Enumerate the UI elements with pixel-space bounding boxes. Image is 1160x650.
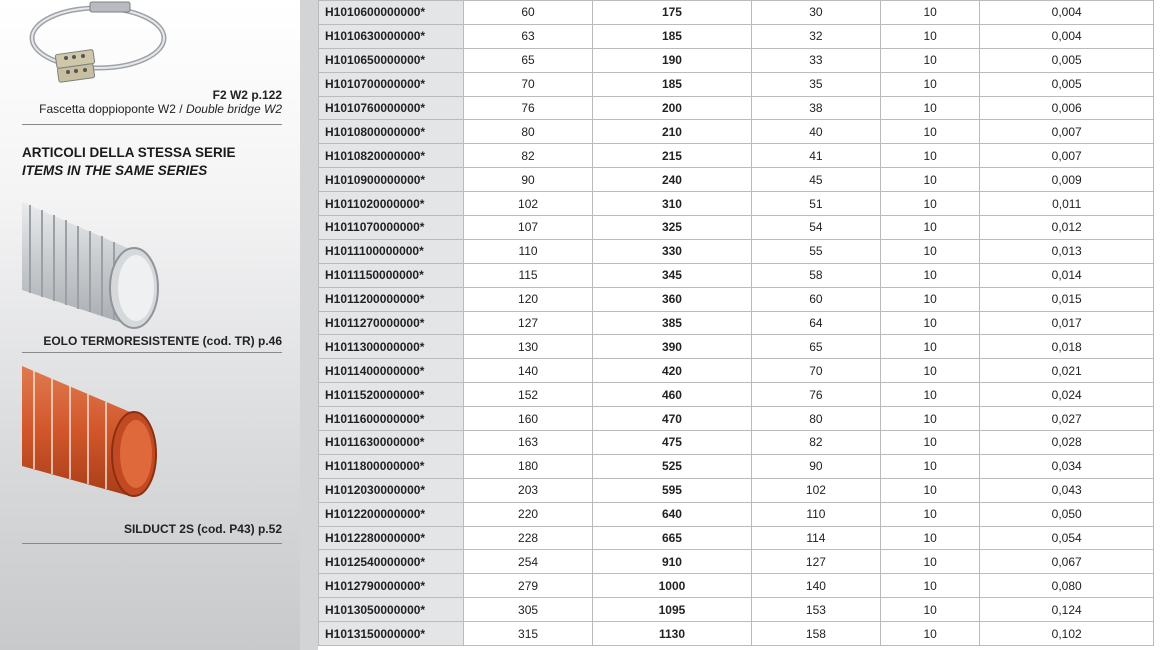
cell-diameter: 65 bbox=[464, 48, 593, 72]
cell-length: 10 bbox=[880, 478, 979, 502]
table-row bbox=[319, 96, 1154, 120]
cell-radius: 54 bbox=[751, 216, 880, 240]
cell-bold-value: 325 bbox=[593, 216, 752, 240]
table-row bbox=[319, 311, 1154, 335]
cell-diameter: 160 bbox=[464, 407, 593, 431]
cell-bold-value: 175 bbox=[593, 1, 752, 25]
cell-diameter: 60 bbox=[464, 1, 593, 25]
cell-code: H1010800000000* bbox=[319, 120, 464, 144]
cell-diameter: 80 bbox=[464, 120, 593, 144]
cell-length: 10 bbox=[880, 1, 979, 25]
cell-length: 10 bbox=[880, 359, 979, 383]
cell-weight: 0,014 bbox=[980, 263, 1154, 287]
cell-bold-value: 210 bbox=[593, 120, 752, 144]
cell-length: 10 bbox=[880, 335, 979, 359]
cell-length: 10 bbox=[880, 120, 979, 144]
cell-weight: 0,011 bbox=[980, 192, 1154, 216]
cell-length: 10 bbox=[880, 574, 979, 598]
cell-diameter: 130 bbox=[464, 335, 593, 359]
cell-bold-value: 910 bbox=[593, 550, 752, 574]
cell-bold-value: 240 bbox=[593, 168, 752, 192]
cell-code: H1010600000000* bbox=[319, 1, 464, 25]
cell-diameter: 107 bbox=[464, 216, 593, 240]
cell-weight: 0,054 bbox=[980, 526, 1154, 550]
cell-radius: 65 bbox=[751, 335, 880, 359]
table-row bbox=[319, 407, 1154, 431]
sidebar bbox=[0, 0, 300, 650]
cell-code: H1012540000000* bbox=[319, 550, 464, 574]
cell-diameter: 82 bbox=[464, 144, 593, 168]
spec-table bbox=[318, 0, 1154, 646]
cell-bold-value: 470 bbox=[593, 407, 752, 431]
cell-weight: 0,050 bbox=[980, 502, 1154, 526]
cell-radius: 114 bbox=[751, 526, 880, 550]
cell-bold-value: 360 bbox=[593, 287, 752, 311]
cell-diameter: 203 bbox=[464, 478, 593, 502]
cell-bold-value: 310 bbox=[593, 192, 752, 216]
cell-weight: 0,018 bbox=[980, 335, 1154, 359]
hose-clamp-image bbox=[28, 0, 168, 86]
cell-length: 10 bbox=[880, 311, 979, 335]
cell-code: H1011520000000* bbox=[319, 383, 464, 407]
table-row bbox=[319, 502, 1154, 526]
orange-hose-image bbox=[22, 364, 162, 500]
cell-diameter: 110 bbox=[464, 239, 593, 263]
cell-radius: 110 bbox=[751, 502, 880, 526]
cell-radius: 40 bbox=[751, 120, 880, 144]
item-caption-eolo bbox=[43, 334, 282, 348]
cell-diameter: 120 bbox=[464, 287, 593, 311]
cell-weight: 0,067 bbox=[980, 550, 1154, 574]
cell-radius: 140 bbox=[751, 574, 880, 598]
table-row bbox=[319, 478, 1154, 502]
cell-length: 10 bbox=[880, 96, 979, 120]
cell-length: 10 bbox=[880, 502, 979, 526]
cell-weight: 0,009 bbox=[980, 168, 1154, 192]
cell-code: H1011100000000* bbox=[319, 239, 464, 263]
cell-diameter: 305 bbox=[464, 598, 593, 622]
series-title bbox=[22, 144, 236, 180]
cell-radius: 80 bbox=[751, 407, 880, 431]
cell-length: 10 bbox=[880, 622, 979, 646]
cell-weight: 0,021 bbox=[980, 359, 1154, 383]
cell-length: 10 bbox=[880, 431, 979, 455]
cell-radius: 55 bbox=[751, 239, 880, 263]
cell-weight: 0,027 bbox=[980, 407, 1154, 431]
cell-diameter: 115 bbox=[464, 263, 593, 287]
cell-bold-value: 345 bbox=[593, 263, 752, 287]
cell-weight: 0,080 bbox=[980, 574, 1154, 598]
cell-code: H1013050000000* bbox=[319, 598, 464, 622]
cell-bold-value: 390 bbox=[593, 335, 752, 359]
cell-diameter: 127 bbox=[464, 311, 593, 335]
table-row bbox=[319, 431, 1154, 455]
cell-length: 10 bbox=[880, 216, 979, 240]
divider bbox=[22, 543, 282, 544]
cell-radius: 158 bbox=[751, 622, 880, 646]
cell-bold-value: 215 bbox=[593, 144, 752, 168]
cell-radius: 32 bbox=[751, 24, 880, 48]
cell-bold-value: 595 bbox=[593, 478, 752, 502]
series-title-it: ARTICOLI DELLA STESSA SERIE bbox=[22, 145, 236, 160]
cell-weight: 0,005 bbox=[980, 48, 1154, 72]
table-row bbox=[319, 239, 1154, 263]
cell-weight: 0,012 bbox=[980, 216, 1154, 240]
divider bbox=[22, 124, 282, 125]
cell-bold-value: 185 bbox=[593, 72, 752, 96]
cell-radius: 30 bbox=[751, 1, 880, 25]
cell-length: 10 bbox=[880, 239, 979, 263]
cell-weight: 0,043 bbox=[980, 478, 1154, 502]
cell-weight: 0,005 bbox=[980, 72, 1154, 96]
cell-radius: 90 bbox=[751, 454, 880, 478]
cell-code: H1012030000000* bbox=[319, 478, 464, 502]
cell-length: 10 bbox=[880, 598, 979, 622]
cell-bold-value: 185 bbox=[593, 24, 752, 48]
table-row bbox=[319, 24, 1154, 48]
cell-code: H1011600000000* bbox=[319, 407, 464, 431]
table-row bbox=[319, 1, 1154, 25]
table-row bbox=[319, 550, 1154, 574]
cell-bold-value: 420 bbox=[593, 359, 752, 383]
cell-radius: 76 bbox=[751, 383, 880, 407]
cell-length: 10 bbox=[880, 287, 979, 311]
cell-bold-value: 640 bbox=[593, 502, 752, 526]
cell-length: 10 bbox=[880, 454, 979, 478]
cell-radius: 102 bbox=[751, 478, 880, 502]
cell-length: 10 bbox=[880, 192, 979, 216]
cell-code: H1011270000000* bbox=[319, 311, 464, 335]
cell-code: H1011300000000* bbox=[319, 335, 464, 359]
cell-length: 10 bbox=[880, 383, 979, 407]
cell-weight: 0,034 bbox=[980, 454, 1154, 478]
table-row bbox=[319, 168, 1154, 192]
clamp-code: F2 W2 p.122 bbox=[212, 88, 282, 102]
cell-diameter: 254 bbox=[464, 550, 593, 574]
divider bbox=[22, 352, 282, 353]
cell-code: H1012280000000* bbox=[319, 526, 464, 550]
cell-diameter: 102 bbox=[464, 192, 593, 216]
cell-bold-value: 665 bbox=[593, 526, 752, 550]
cell-bold-value: 1095 bbox=[593, 598, 752, 622]
cell-diameter: 220 bbox=[464, 502, 593, 526]
cell-length: 10 bbox=[880, 24, 979, 48]
table-row bbox=[319, 383, 1154, 407]
grey-hose-image bbox=[22, 198, 162, 332]
cell-bold-value: 1130 bbox=[593, 622, 752, 646]
table-row bbox=[319, 526, 1154, 550]
table-row bbox=[319, 359, 1154, 383]
cell-code: H1011200000000* bbox=[319, 287, 464, 311]
cell-code: H1011150000000* bbox=[319, 263, 464, 287]
table-row bbox=[319, 216, 1154, 240]
cell-radius: 41 bbox=[751, 144, 880, 168]
cell-diameter: 152 bbox=[464, 383, 593, 407]
table-row bbox=[319, 263, 1154, 287]
table-row bbox=[319, 144, 1154, 168]
spec-table-body bbox=[319, 1, 1154, 646]
cell-diameter: 140 bbox=[464, 359, 593, 383]
cell-radius: 35 bbox=[751, 72, 880, 96]
table-row bbox=[319, 454, 1154, 478]
cell-code: H1011070000000* bbox=[319, 216, 464, 240]
cell-diameter: 70 bbox=[464, 72, 593, 96]
cell-code: H1013150000000* bbox=[319, 622, 464, 646]
cell-code: H1012200000000* bbox=[319, 502, 464, 526]
cell-bold-value: 475 bbox=[593, 431, 752, 455]
cell-bold-value: 1000 bbox=[593, 574, 752, 598]
cell-weight: 0,013 bbox=[980, 239, 1154, 263]
cell-code: H1010630000000* bbox=[319, 24, 464, 48]
cell-length: 10 bbox=[880, 168, 979, 192]
cell-diameter: 315 bbox=[464, 622, 593, 646]
cell-bold-value: 200 bbox=[593, 96, 752, 120]
cell-diameter: 228 bbox=[464, 526, 593, 550]
cell-code: H1010650000000* bbox=[319, 48, 464, 72]
cell-weight: 0,024 bbox=[980, 383, 1154, 407]
cell-length: 10 bbox=[880, 550, 979, 574]
cell-weight: 0,006 bbox=[980, 96, 1154, 120]
table-row bbox=[319, 120, 1154, 144]
cell-length: 10 bbox=[880, 263, 979, 287]
cell-weight: 0,028 bbox=[980, 431, 1154, 455]
cell-radius: 38 bbox=[751, 96, 880, 120]
cell-length: 10 bbox=[880, 48, 979, 72]
series-title-en: ITEMS IN THE SAME SERIES bbox=[22, 163, 208, 178]
cell-code: H1010820000000* bbox=[319, 144, 464, 168]
cell-radius: 82 bbox=[751, 431, 880, 455]
clamp-name-en: Double bridge W2 bbox=[185, 102, 282, 116]
cell-bold-value: 330 bbox=[593, 239, 752, 263]
cell-length: 10 bbox=[880, 144, 979, 168]
cell-code: H1011400000000* bbox=[319, 359, 464, 383]
cell-length: 10 bbox=[880, 526, 979, 550]
cell-weight: 0,124 bbox=[980, 598, 1154, 622]
cell-radius: 153 bbox=[751, 598, 880, 622]
cell-weight: 0,004 bbox=[980, 24, 1154, 48]
cell-bold-value: 385 bbox=[593, 311, 752, 335]
cell-weight: 0,004 bbox=[980, 1, 1154, 25]
cell-diameter: 63 bbox=[464, 24, 593, 48]
item-label-eolo: EOLO TERMORESISTENTE (cod. TR) p.46 bbox=[43, 334, 282, 348]
cell-length: 10 bbox=[880, 72, 979, 96]
table-row bbox=[319, 287, 1154, 311]
clamp-name-it: Fascetta doppioponte W2 / bbox=[39, 102, 186, 116]
table-row bbox=[319, 48, 1154, 72]
cell-diameter: 76 bbox=[464, 96, 593, 120]
cell-length: 10 bbox=[880, 407, 979, 431]
table-row bbox=[319, 335, 1154, 359]
cell-radius: 127 bbox=[751, 550, 880, 574]
cell-radius: 51 bbox=[751, 192, 880, 216]
cell-diameter: 90 bbox=[464, 168, 593, 192]
table-row bbox=[319, 574, 1154, 598]
cell-weight: 0,007 bbox=[980, 144, 1154, 168]
cell-code: H1011800000000* bbox=[319, 454, 464, 478]
spec-table-container bbox=[318, 0, 1154, 650]
cell-radius: 33 bbox=[751, 48, 880, 72]
cell-weight: 0,017 bbox=[980, 311, 1154, 335]
cell-diameter: 279 bbox=[464, 574, 593, 598]
cell-code: H1011020000000* bbox=[319, 192, 464, 216]
cell-weight: 0,015 bbox=[980, 287, 1154, 311]
cell-code: H1011630000000* bbox=[319, 431, 464, 455]
cell-radius: 60 bbox=[751, 287, 880, 311]
cell-radius: 64 bbox=[751, 311, 880, 335]
table-row bbox=[319, 192, 1154, 216]
item-label-silduct: SILDUCT 2S (cod. P43) p.52 bbox=[123, 522, 282, 536]
table-row bbox=[319, 598, 1154, 622]
cell-code: H1010760000000* bbox=[319, 96, 464, 120]
cell-radius: 58 bbox=[751, 263, 880, 287]
cell-bold-value: 460 bbox=[593, 383, 752, 407]
cell-weight: 0,102 bbox=[980, 622, 1154, 646]
cell-radius: 70 bbox=[751, 359, 880, 383]
table-row bbox=[319, 72, 1154, 96]
cell-code: H1010900000000* bbox=[319, 168, 464, 192]
table-row bbox=[319, 622, 1154, 646]
item-caption-silduct bbox=[124, 522, 282, 536]
cell-diameter: 180 bbox=[464, 454, 593, 478]
clamp-caption bbox=[39, 88, 282, 116]
cell-bold-value: 190 bbox=[593, 48, 752, 72]
cell-bold-value: 525 bbox=[593, 454, 752, 478]
gutter bbox=[300, 0, 318, 650]
cell-diameter: 163 bbox=[464, 431, 593, 455]
cell-weight: 0,007 bbox=[980, 120, 1154, 144]
cell-code: H1010700000000* bbox=[319, 72, 464, 96]
cell-radius: 45 bbox=[751, 168, 880, 192]
cell-code: H1012790000000* bbox=[319, 574, 464, 598]
